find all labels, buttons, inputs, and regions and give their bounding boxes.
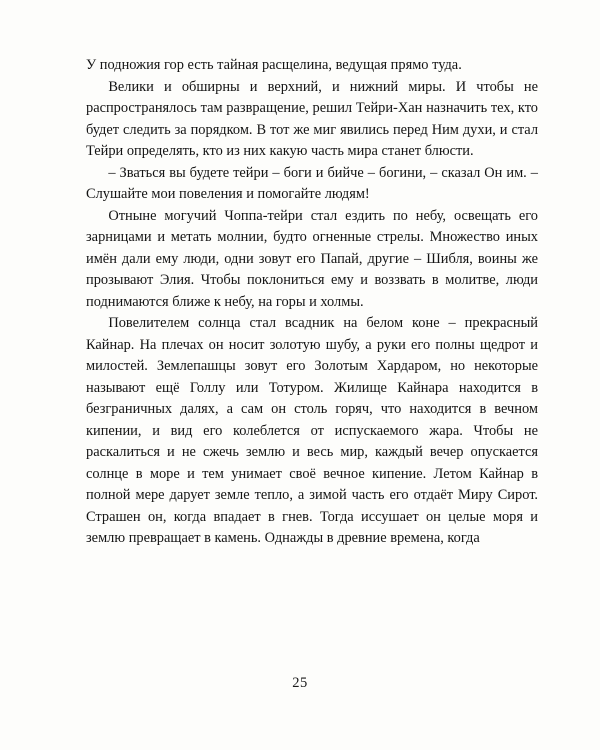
paragraph: Повелителем солнца стал всадник на белом коне – прекрасный Кайнар. На плечах он носит золотую шубу, а руки его полны щедрот и милостей. Землепашцы зовут его Золотым Хардаром, но некоторые называют ещё Голлу или Тотуром. Жилище Кайнара находится в безграничных далях, а сам он столь горяч, что находится в вечном кипении, и вид его колеблется от испускаемого жара. Чтобы не раскалиться и не сжечь землю и весь мир, каждый вечер опускается солнце в море и тем унимает своё вечное кипение. Летом Кайнар в полной мере дарует земле тепло, а зимой часть его отдаёт Миру Сирот. Страшен он, когда впадает в гнев. Тогда иссушает он целые моря и землю превращает в камень. Однажды в древние времена, когда bbox=[86, 315, 538, 546]
paragraph: У подножия гор есть тайная расщелина, ведущая прямо туда. bbox=[86, 57, 462, 73]
paragraph: – Зваться вы будете тейри – боги и бийче – богини, – сказал Он им. – Слушайте мои повеления и помогайте людям! bbox=[86, 164, 538, 202]
page-body bbox=[86, 55, 538, 550]
paragraph: Отныне могучий Чоппа-тейри стал ездить по небу, освещать его зарницами и метать молнии, будто огненные стрелы. Множество иных имён дали ему люди, одни зовут его Папай, другие – Шибля, воины же прозывают Элия. Чтобы поклониться ему и воззвать в молитве, люди поднимаются ближе к небу, на горы и холмы. bbox=[86, 207, 538, 310]
page-number: 25 bbox=[292, 675, 308, 691]
paragraph: Велики и обширны и верхний, и нижний миры. И чтобы не распространялось там развращение, решил Тейри-Хан назначить тех, кто будет следить за порядком. В тот же миг явились перед Ним духи, и стал Тейри определять, кто из них какую часть мира станет блюсти. bbox=[86, 78, 538, 159]
